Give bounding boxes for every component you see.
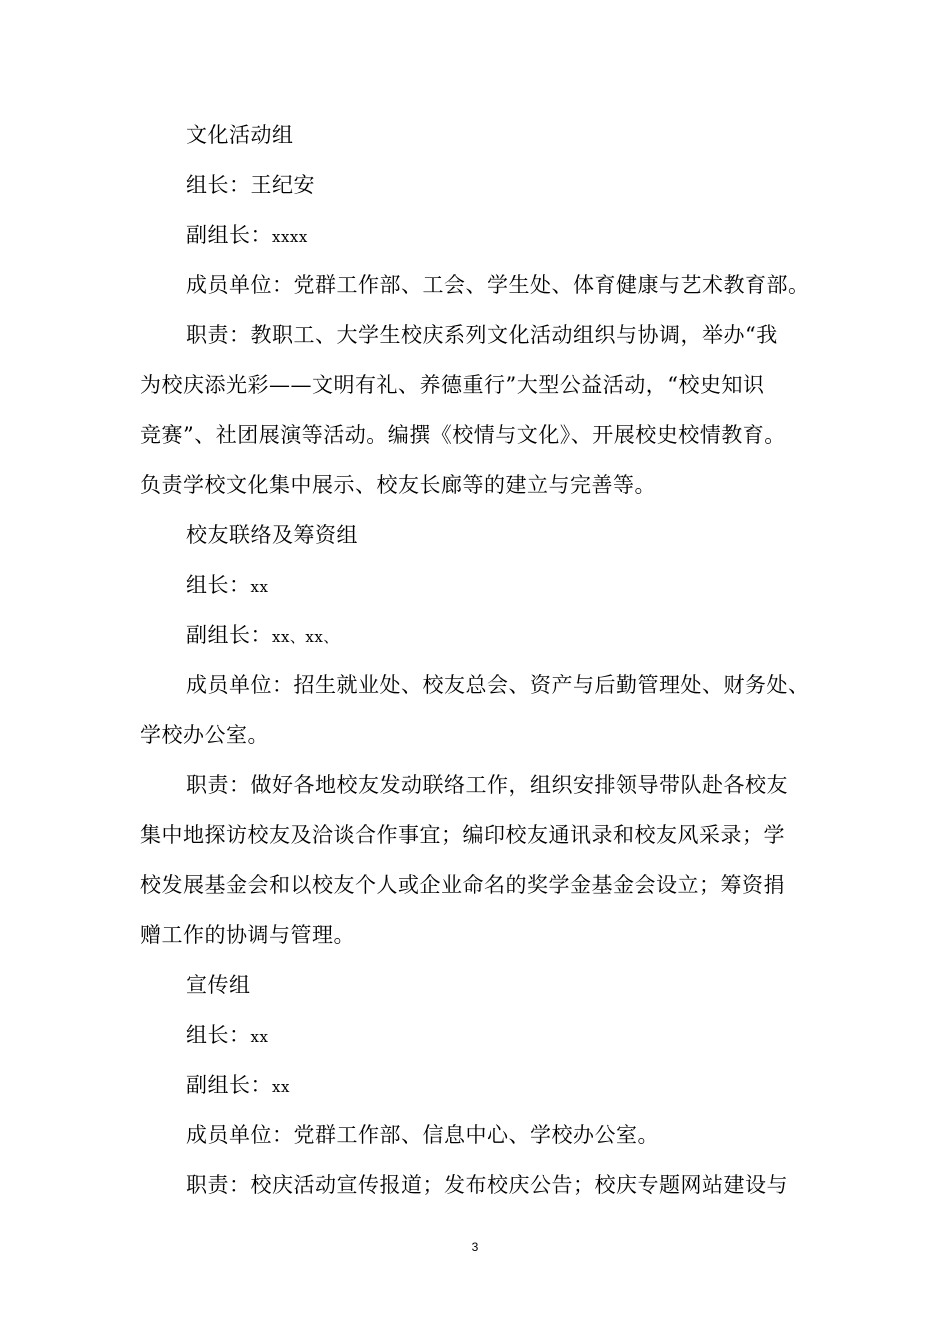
deputy-label: 副组长： [186, 223, 272, 247]
duty-line: 职责：校庆活动宣传报道；发布校庆公告；校庆专题网站建设与 [186, 1173, 788, 1197]
leader-name: xx [250, 1028, 269, 1046]
members-line-culture: 成员单位：党群工作部、工会、学生处、体育健康与艺术教育部。 [186, 273, 810, 297]
leader-name: 王纪安 [250, 173, 315, 197]
duty-line: 为校庆添光彩——文明有礼、养德重行”大型公益活动，“校史知识 [140, 373, 765, 397]
duty-line: 竞赛”、社团展演等活动。编撰《校情与文化》、开展校史校情教育。 [140, 423, 786, 447]
section-title-alumni: 校友联络及筹资组 [186, 523, 358, 547]
leader-label: 组长： [186, 573, 251, 597]
duty-line: 赠工作的协调与管理。 [140, 923, 355, 947]
leader-name: xx [250, 578, 269, 596]
duty-line: 职责：教职工、大学生校庆系列文化活动组织与协调，举办“我 [186, 323, 778, 347]
duty-line: 负责学校文化集中展示、校友长廊等的建立与完善等。 [140, 473, 656, 497]
members-line: 学校办公室。 [140, 723, 269, 747]
leader-line-publicity [140, 1010, 820, 1060]
duty-line: 职责：做好各地校友发动联络工作，组织安排领导带队赴各校友 [186, 773, 788, 797]
deputy-label: 副组长： [186, 1073, 272, 1097]
deputy-line-alumni [140, 610, 820, 660]
duty-line: 校发展基金会和以校友个人或企业命名的奖学金基金会设立；筹资捐 [140, 873, 785, 897]
leader-line-alumni [140, 560, 820, 610]
page-number: 3 [471, 1240, 479, 1254]
leader-label: 组长： [186, 173, 251, 197]
leader-line-culture [140, 160, 820, 210]
deputy-name: xxxx [272, 228, 308, 246]
deputy-name: xx [272, 1078, 290, 1096]
deputy-label: 副组长： [186, 623, 272, 647]
duty-line: 集中地探访校友及洽谈合作事宜；编印校友通讯录和校友风采录；学 [140, 823, 785, 847]
members-line: 成员单位：招生就业处、校友总会、资产与后勤管理处、财务处、 [186, 673, 810, 697]
members-line-publicity: 成员单位：党群工作部、信息中心、学校办公室。 [186, 1123, 659, 1147]
deputy-line-publicity [140, 1060, 820, 1110]
deputy-name: xx、xx、 [272, 628, 339, 646]
document-body [140, 110, 820, 1210]
deputy-line-culture [140, 210, 820, 260]
section-title-culture: 文化活动组 [186, 123, 294, 147]
section-title-publicity: 宣传组 [186, 973, 251, 997]
leader-label: 组长： [186, 1023, 251, 1047]
